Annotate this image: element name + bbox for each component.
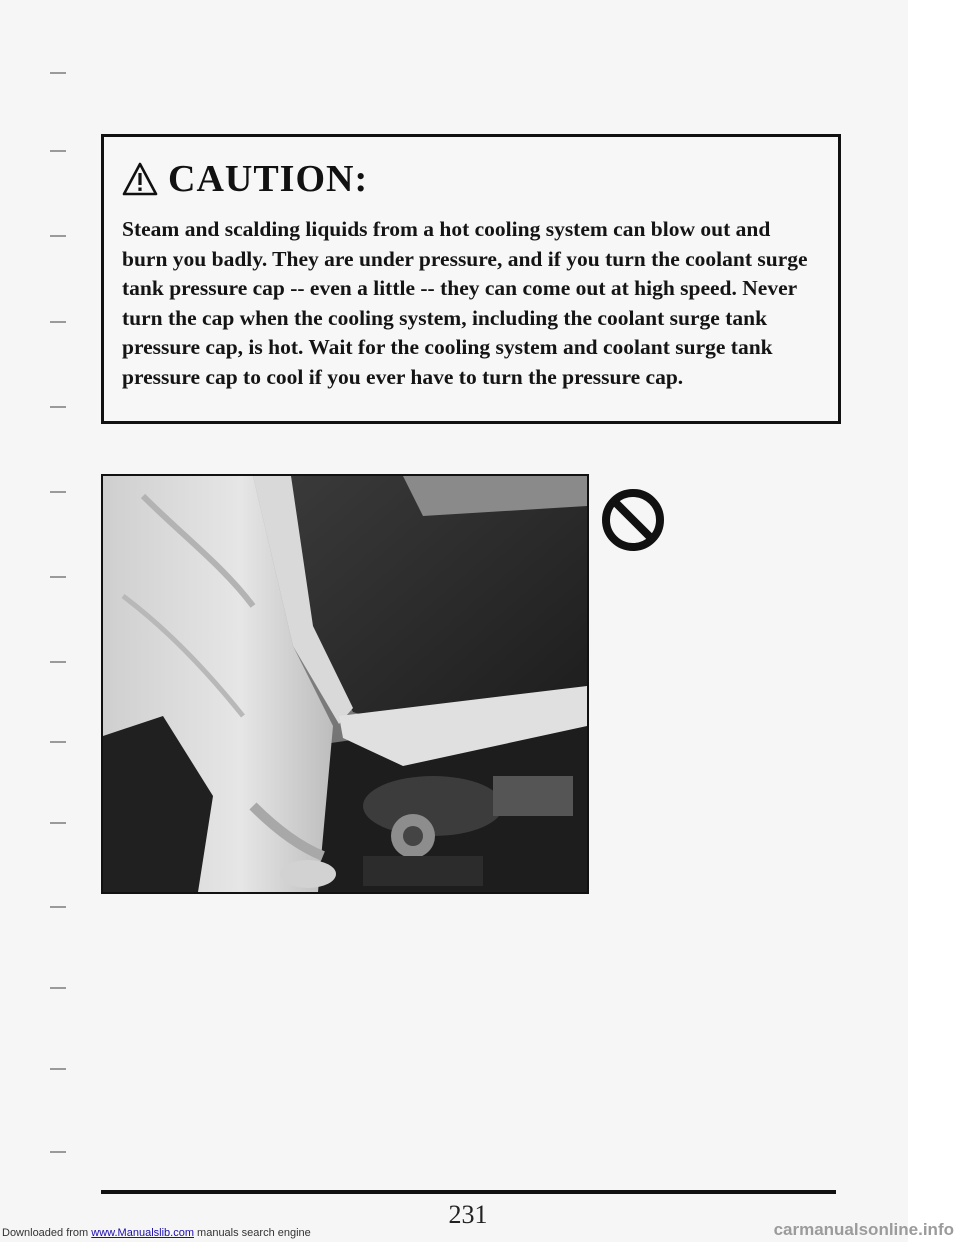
margin-tick — [50, 321, 66, 323]
margin-tick — [50, 661, 66, 663]
margin-tick — [50, 150, 66, 152]
left-margin-marks — [0, 0, 90, 1242]
page-edge — [908, 0, 960, 1242]
watermark-suffix: manuals search engine — [193, 1227, 311, 1239]
margin-tick — [50, 822, 66, 824]
margin-tick — [50, 576, 66, 578]
caution-text: Steam and scalding liquids from a hot cooling system can blow out and burn you badly. They are under pressure, and if you turn the coolant surge tank pressure cap -- even a little -- they can come out at high speed. Never turn the cap when the cooling system, including the coolant surge tank pressure cap, is hot. Wait for the cooling system and coolant surge tank pressure cap to cool if you ever have to turn the pressure cap. — [122, 217, 808, 389]
download-watermark — [2, 1226, 311, 1240]
margin-tick — [50, 72, 66, 74]
margin-tick — [50, 987, 66, 989]
engine-photo — [101, 474, 589, 894]
manualslib-link[interactable]: www.Manualslib.com — [91, 1227, 194, 1239]
margin-tick — [50, 406, 66, 408]
caution-title: CAUTION: — [168, 158, 369, 200]
prohibition-circle-icon — [600, 487, 666, 553]
page-number: 231 — [448, 1200, 488, 1229]
margin-tick — [50, 906, 66, 908]
caution-box — [101, 134, 841, 424]
margin-tick — [50, 1068, 66, 1070]
caution-header — [122, 159, 368, 199]
margin-tick — [50, 491, 66, 493]
engine-photo-drawing — [103, 476, 587, 892]
site-watermark: carmanualsonline.info — [773, 1220, 954, 1239]
warning-triangle-icon — [122, 162, 158, 196]
margin-tick — [50, 1151, 66, 1153]
margin-tick — [50, 741, 66, 743]
margin-tick — [50, 235, 66, 237]
footer-rule — [101, 1190, 836, 1194]
watermark-prefix: Downloaded from — [2, 1227, 92, 1239]
